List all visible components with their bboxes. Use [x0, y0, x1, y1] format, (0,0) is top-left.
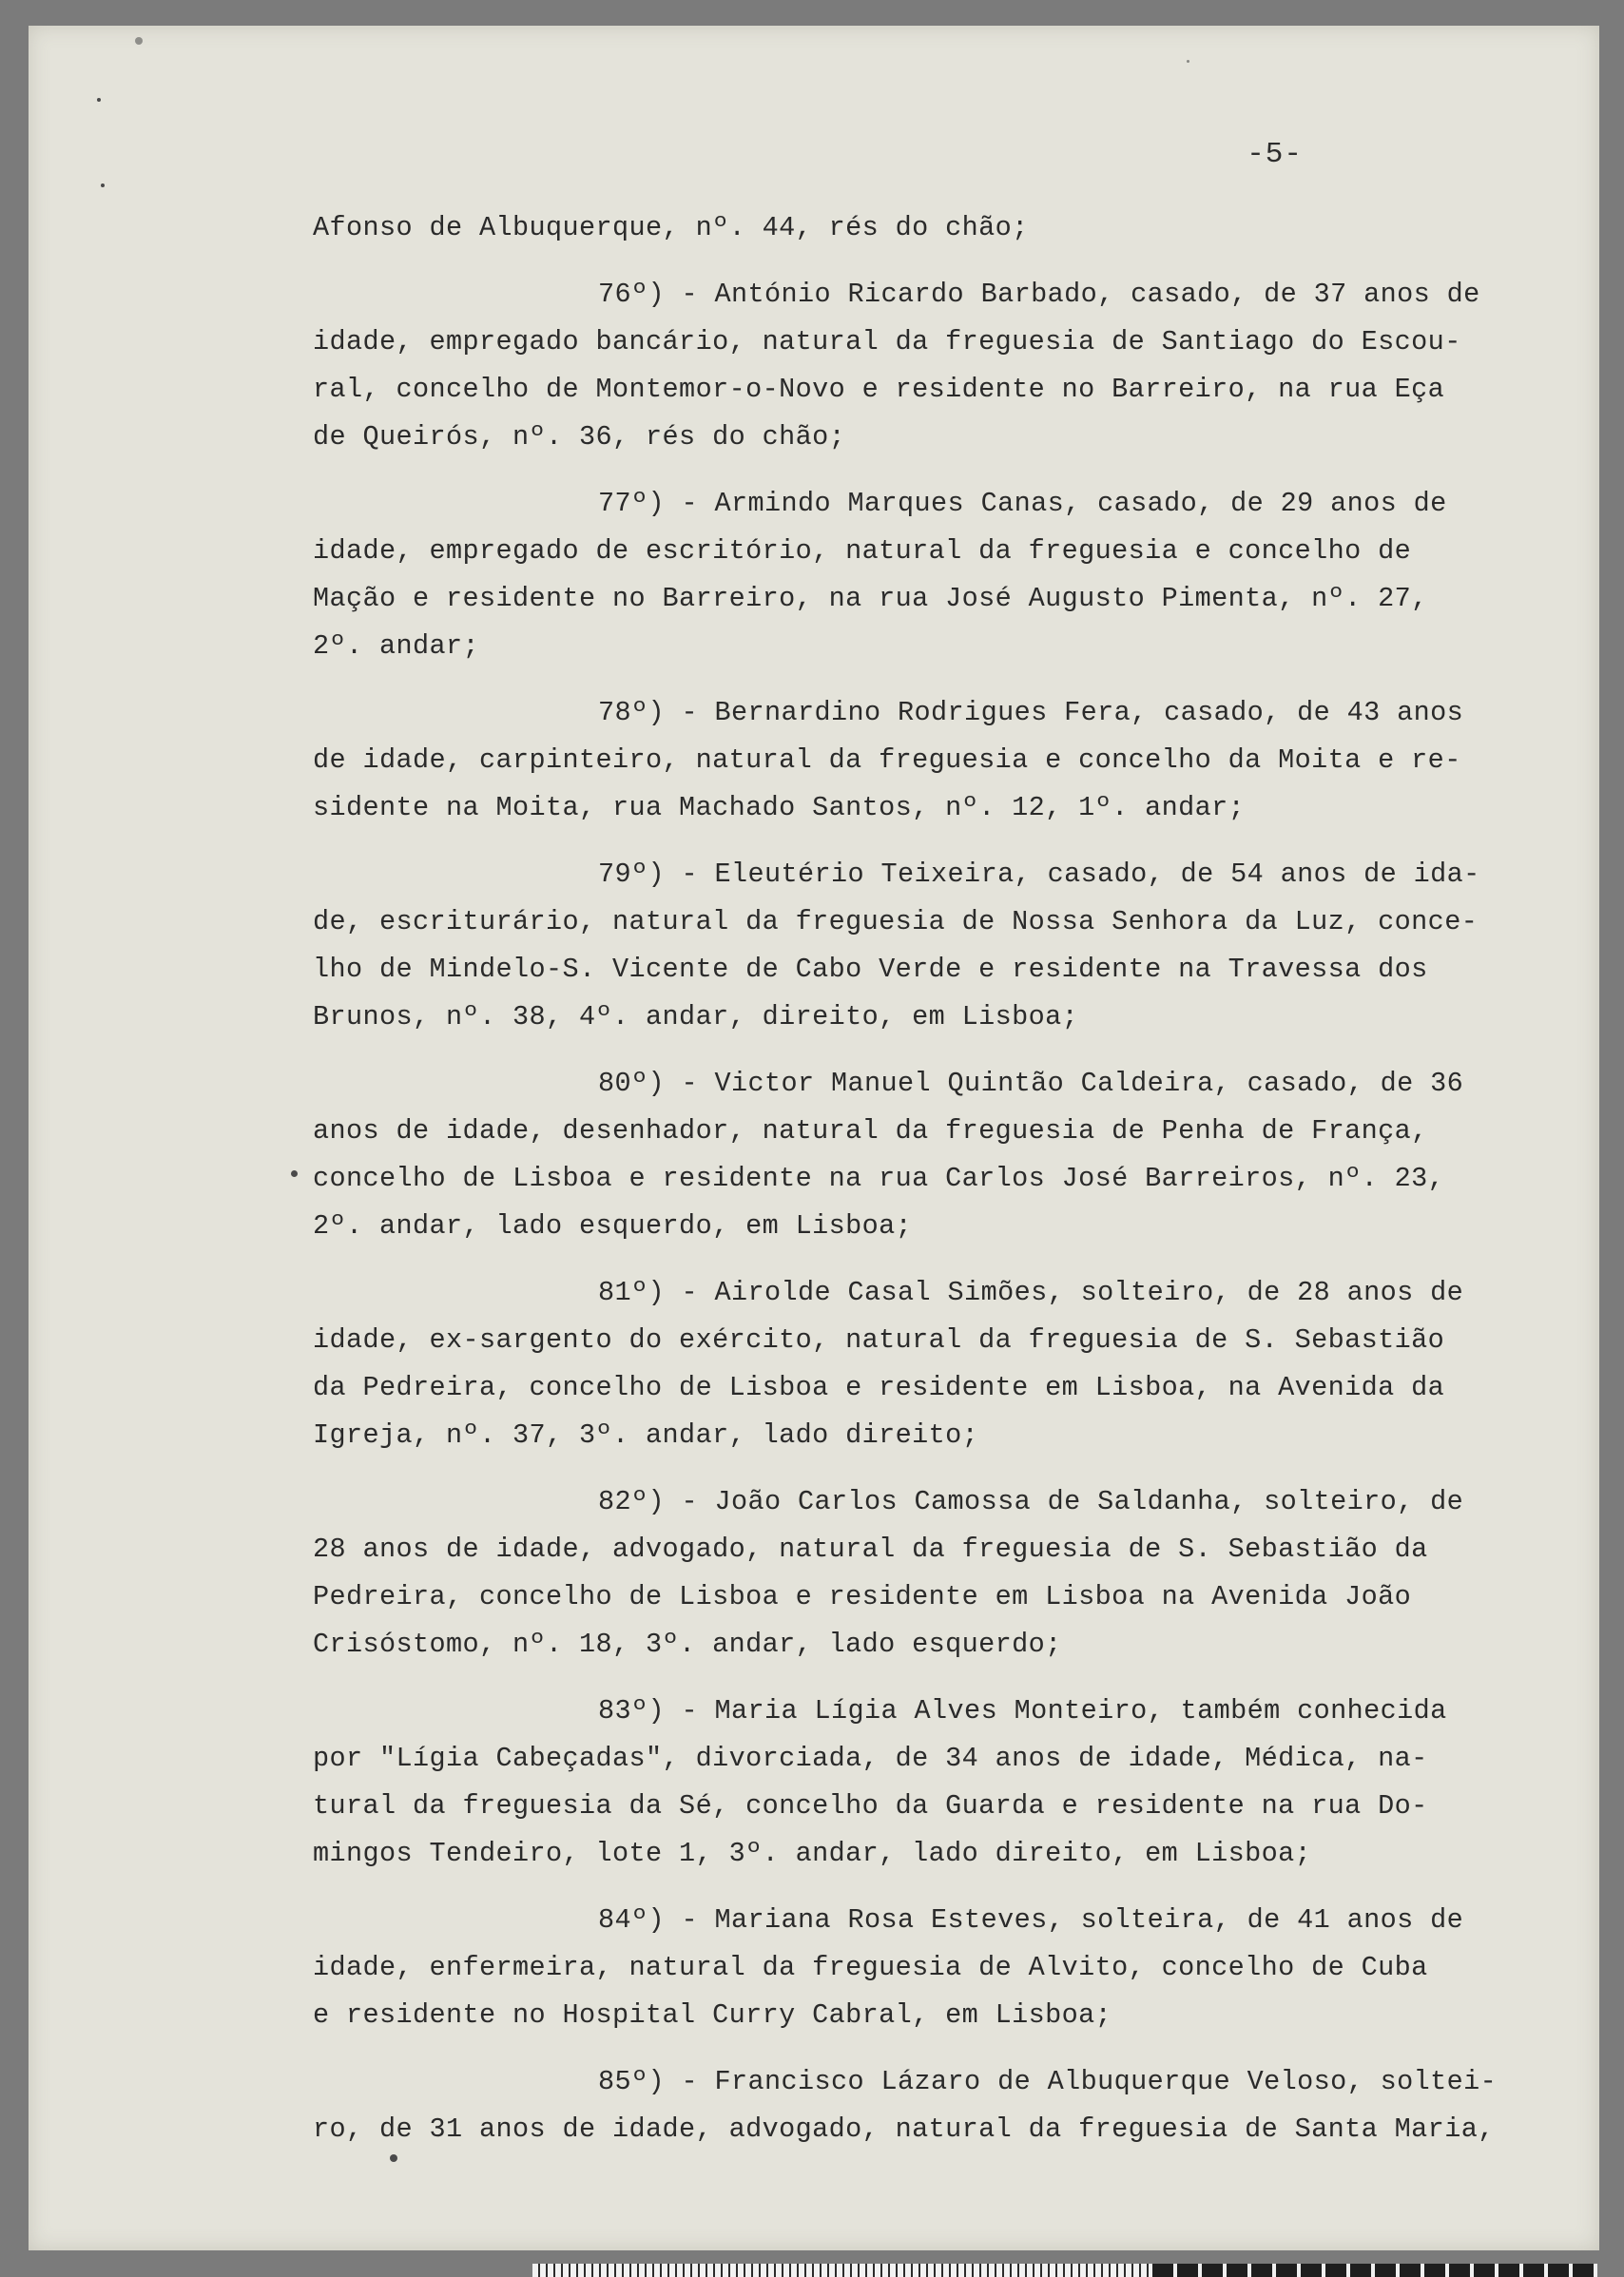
- entry-85: [313, 2058, 1549, 2153]
- text-line: ral, concelho de Montemor-o-Novo e residente no Barreiro, na rua Eça: [313, 374, 1445, 405]
- scan-ruler-dark: [1152, 2264, 1597, 2277]
- text-line: lho de Mindelo-S. Vicente de Cabo Verde e residente na Travessa dos: [313, 954, 1428, 985]
- text-line: Brunos, nº. 38, 4º. andar, direito, em Lisboa;: [313, 1001, 1079, 1032]
- entry-heading-line: 85º) - Francisco Lázaro de Albuquerque Veloso, soltei-: [598, 2066, 1498, 2097]
- text-line: idade, ex-sargento do exército, natural da freguesia de S. Sebastião: [313, 1324, 1445, 1356]
- text-line: Pedreira, concelho de Lisboa e residente em Lisboa na Avenida João: [313, 1581, 1412, 1612]
- text-line: Afonso de Albuquerque, nº. 44, rés do chão;: [313, 212, 1029, 243]
- ink-speck: [291, 1170, 298, 1177]
- entry-79: [313, 851, 1549, 1041]
- entry-78: [313, 689, 1549, 832]
- entry-77: [313, 480, 1549, 670]
- opening-paragraph: [313, 204, 1549, 252]
- text-line: idade, empregado de escritório, natural da freguesia e concelho de: [313, 535, 1412, 567]
- text-line: 2º. andar;: [313, 630, 480, 662]
- text-line: tural da freguesia da Sé, concelho da Guarda e residente na rua Do-: [313, 1790, 1428, 1822]
- text-line: ro, de 31 anos de idade, advogado, natural da freguesia de Santa Maria,: [313, 2113, 1495, 2145]
- ink-speck: [97, 98, 101, 102]
- entry-heading-line: 83º) - Maria Lígia Alves Monteiro, também conhecida: [598, 1695, 1447, 1727]
- entry-heading-line: 79º) - Eleutério Teixeira, casado, de 54 anos de ida-: [598, 859, 1480, 890]
- entry-heading-line: 80º) - Victor Manuel Quintão Caldeira, casado, de 36: [598, 1068, 1464, 1099]
- entry-82: [313, 1478, 1549, 1669]
- text-line: mingos Tendeiro, lote 1, 3º. andar, lado direito, em Lisboa;: [313, 1838, 1312, 1869]
- ink-speck: [1187, 60, 1189, 63]
- text-line: Mação e residente no Barreiro, na rua José Augusto Pimenta, nº. 27,: [313, 583, 1428, 614]
- text-line: 2º. andar, lado esquerdo, em Lisboa;: [313, 1210, 913, 1242]
- typed-text-body: [313, 204, 1549, 2153]
- text-line: idade, enfermeira, natural da freguesia de Alvito, concelho de Cuba: [313, 1952, 1428, 1983]
- entry-heading-line: 84º) - Mariana Rosa Esteves, solteira, de 41 anos de: [598, 1904, 1464, 1936]
- entry-heading-line: 76º) - António Ricardo Barbado, casado, de 37 anos de: [598, 279, 1480, 310]
- ink-speck: [135, 37, 143, 45]
- text-line: idade, empregado bancário, natural da freguesia de Santiago do Escou-: [313, 326, 1461, 357]
- text-line: de idade, carpinteiro, natural da freguesia e concelho da Moita e re-: [313, 744, 1461, 776]
- text-line: sidente na Moita, rua Machado Santos, nº. 12, 1º. andar;: [313, 792, 1246, 823]
- ink-speck: [101, 183, 105, 187]
- entry-83: [313, 1688, 1549, 1878]
- text-line: 28 anos de idade, advogado, natural da freguesia de S. Sebastião da: [313, 1534, 1428, 1565]
- entry-84: [313, 1897, 1549, 2039]
- entry-heading-line: 77º) - Armindo Marques Canas, casado, de 29 anos de: [598, 488, 1447, 519]
- ink-speck: [390, 2154, 397, 2162]
- text-line: de Queirós, nº. 36, rés do chão;: [313, 421, 846, 453]
- text-line: por "Lígia Cabeçadas", divorciada, de 34 anos de idade, Médica, na-: [313, 1743, 1428, 1774]
- entry-heading-line: 81º) - Airolde Casal Simões, solteiro, de 28 anos de: [598, 1277, 1464, 1308]
- text-line: anos de idade, desenhador, natural da freguesia de Penha de França,: [313, 1115, 1428, 1147]
- entry-80: [313, 1060, 1549, 1250]
- entry-heading-line: 82º) - João Carlos Camossa de Saldanha, solteiro, de: [598, 1486, 1464, 1517]
- text-line: e residente no Hospital Curry Cabral, em Lisboa;: [313, 1999, 1112, 2031]
- text-line: de, escriturário, natural da freguesia de Nossa Senhora da Luz, conce-: [313, 906, 1479, 937]
- document-page: [29, 26, 1599, 2250]
- text-line: Crisóstomo, nº. 18, 3º. andar, lado esquerdo;: [313, 1629, 1062, 1660]
- entry-heading-line: 78º) - Bernardino Rodrigues Fera, casado, de 43 anos: [598, 697, 1464, 728]
- entry-81: [313, 1269, 1549, 1459]
- page-number: -5-: [1247, 138, 1303, 171]
- text-line: Igreja, nº. 37, 3º. andar, lado direito;: [313, 1419, 979, 1451]
- text-line: concelho de Lisboa e residente na rua Carlos José Barreiros, nº. 23,: [313, 1163, 1445, 1194]
- entry-76: [313, 271, 1549, 461]
- text-line: da Pedreira, concelho de Lisboa e residente em Lisboa, na Avenida da: [313, 1372, 1445, 1403]
